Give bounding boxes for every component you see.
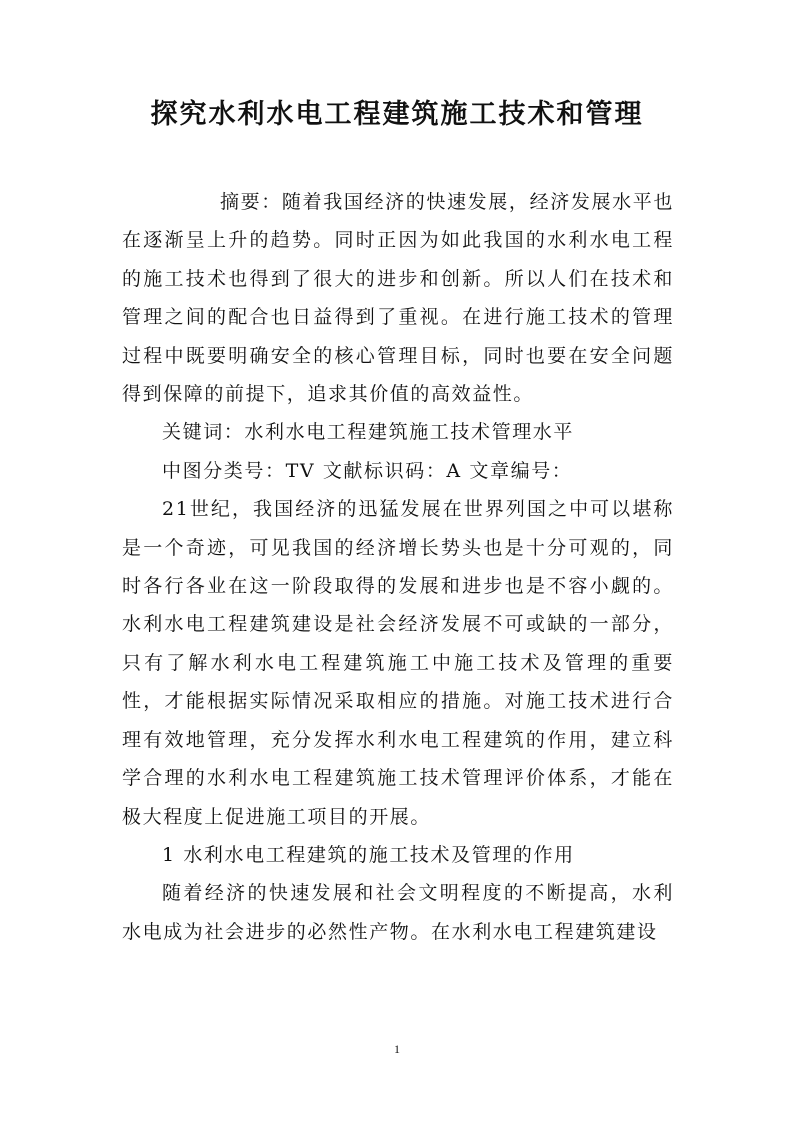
page-number: 1 bbox=[394, 1042, 400, 1056]
document-title: 探究水利水电工程建筑施工技术和管理 bbox=[150, 99, 644, 130]
abstract-paragraph: 摘要：随着我国经济的快速发展，经济发展水平也在逐渐呈上升的趋势。同时正因为如此我国的水利水电工程的施工技术也得到了很大的进步和创新。所以人们在技术和管理之间的配合也日益得到了重视。在进行施工技术的管理过程中既要明确安全的核心管理目标，同时也要在安全问题得到保障的前提下，追求其价值的高效益性。 bbox=[122, 191, 674, 406]
document-body bbox=[122, 183, 674, 951]
intro-paragraph: 21世纪，我国经济的迅猛发展在世界列国之中可以堪称是一个奇迹，可见我国的经济增长势头也是十分可观的，同时各行各业在这一阶段取得的发展和进步也是不容小觑的。水利水电工程建筑建设是社会经济发展不可或缺的一部分，只有了解水利水电工程建筑施工中施工技术及管理的重要性，才能根据实际情况采取相应的措施。对施工技术进行合理有效地管理，充分发挥水利水电工程建筑的作用，建立科学合理的水利水电工程建筑施工技术管理评价体系，才能在极大程度上促进施工项目的开展。 bbox=[122, 498, 674, 828]
classification-line: 中图分类号：TV 文献标识码：A 文章编号： bbox=[162, 459, 573, 482]
section-heading: 1 水利水电工程建筑的施工技术及管理的作用 bbox=[162, 843, 575, 866]
section-paragraph: 随着经济的快速发展和社会文明程度的不断提高，水利水电成为社会进步的必然性产物。在水利水电工程建筑建设 bbox=[122, 882, 674, 943]
keywords-line: 关键词：水利水电工程建筑施工技术管理水平 bbox=[162, 421, 575, 444]
